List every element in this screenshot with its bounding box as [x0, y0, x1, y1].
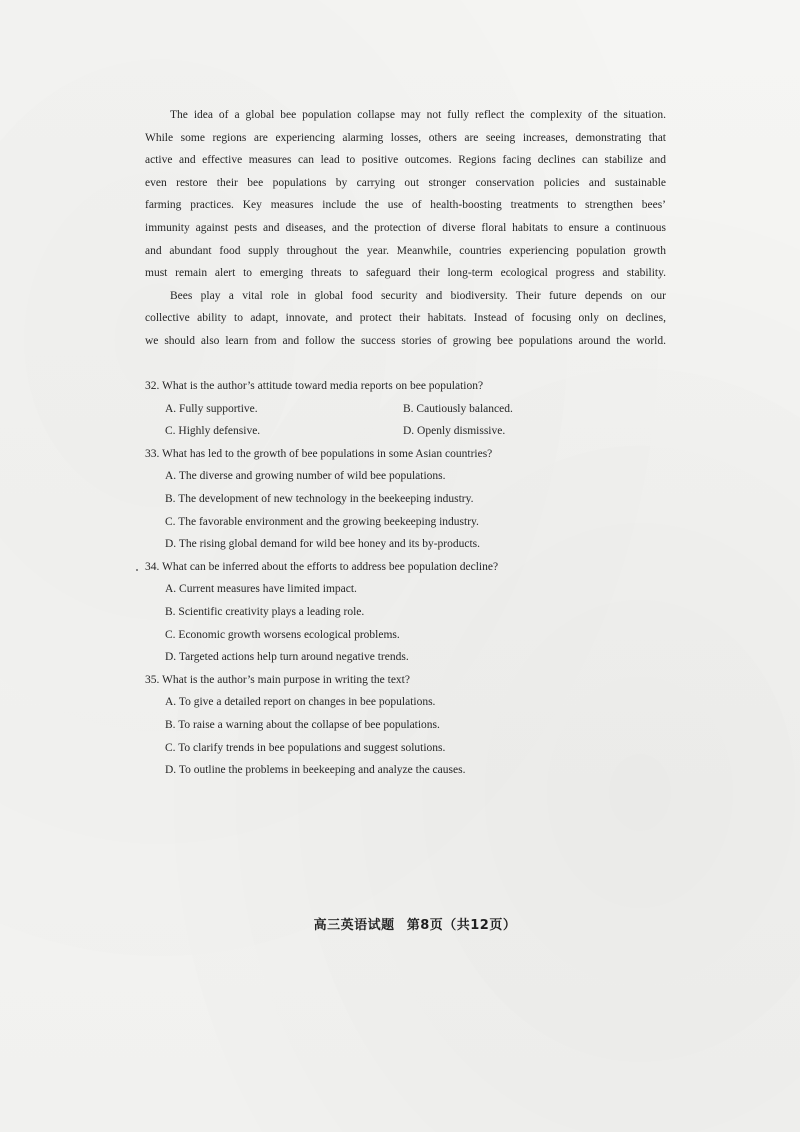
page-footer: [0, 914, 800, 933]
question-34-option-b[interactable]: B. Scientific creativity plays a leading role.: [165, 605, 365, 618]
passage-line: even restore their bee populations by carrying out stronger conservation policies and sustainable: [145, 176, 666, 189]
question-32-stem: 32. What is the author’s attitude toward media reports on bee population?: [145, 380, 484, 392]
question-34-option-d[interactable]: D. Targeted actions help turn around negative trends.: [165, 651, 409, 664]
question-35-option-b[interactable]: B. To raise a warning about the collapse of bee populations.: [165, 718, 440, 731]
passage-line: immunity against pests and diseases, and the protection of diverse floral habitats to ensure a continuous: [145, 221, 666, 234]
question-32-option-d[interactable]: D. Openly dismissive.: [403, 425, 506, 438]
question-33-option-c[interactable]: C. The favorable environment and the growing beekeeping industry.: [165, 515, 479, 528]
question-35-option-a[interactable]: A. To give a detailed report on changes in bee populations.: [165, 696, 436, 709]
scan-speck: [136, 569, 138, 571]
question-33-stem: 33. What has led to the growth of bee populations in some Asian countries?: [145, 447, 493, 460]
question-33-option-a[interactable]: A. The diverse and growing number of wild bee populations.: [165, 470, 446, 483]
question-33-option-b[interactable]: B. The development of new technology in the beekeeping industry.: [165, 492, 474, 505]
question-34-stem: 34. What can be inferred about the efforts to address bee population decline?: [145, 560, 499, 573]
question-34-option-c[interactable]: C. Economic growth worsens ecological problems.: [165, 628, 400, 641]
passage-line: and abundant food supply throughout the year. Meanwhile, countries experiencing population growth: [145, 244, 666, 257]
passage-line: active and effective measures can lead to positive outcomes. Regions facing declines can stabilize and: [145, 154, 666, 167]
passage-line: must remain alert to emerging threats to safeguard their long-term ecological progress and stability.: [145, 267, 666, 280]
question-33-option-d[interactable]: D. The rising global demand for wild bee honey and its by-products.: [165, 538, 481, 551]
question-35-option-d[interactable]: D. To outline the problems in beekeeping and analyze the causes.: [165, 764, 466, 777]
passage-line: we should also learn from and follow the success stories of growing bee populations around the world.: [145, 334, 666, 347]
passage-line: While some regions are experiencing alarming losses, others are seeing increases, demonstrating that: [145, 131, 667, 144]
question-32-option-a[interactable]: A. Fully supportive.: [165, 402, 258, 415]
question-32-option-c[interactable]: C. Highly defensive.: [165, 425, 261, 438]
question-32-options-row-1: [145, 398, 666, 421]
question-34-stem-wrap: [145, 556, 666, 579]
passage-paragraph-1: [145, 104, 666, 285]
reading-passage: [145, 104, 666, 353]
footer-page-number: 第8页（共12页）: [406, 918, 517, 933]
question-32-options-row-2: [145, 420, 666, 443]
passage-paragraph-2: [145, 285, 666, 353]
passage-line: The idea of a global bee population collapse may not fully reflect the complexity of the situation.: [170, 109, 666, 121]
question-34-option-a[interactable]: A. Current measures have limited impact.: [165, 583, 357, 596]
question-32-option-b[interactable]: B. Cautiously balanced.: [403, 402, 513, 415]
question-35-stem: 35. What is the author’s main purpose in writing the text?: [145, 673, 410, 686]
passage-line: collective ability to adapt, innovate, and protect their habitats. Instead of focusing only on declines,: [145, 312, 666, 325]
passage-line: Bees play a vital role in global food security and biodiversity. Their future depends on our: [170, 289, 666, 302]
footer-subject: 高三英语试题: [313, 918, 395, 933]
passage-line: farming practices. Key measures include the use of health-boosting treatments to strengthen bees’: [145, 199, 667, 212]
question-35-option-c[interactable]: C. To clarify trends in bee populations and suggest solutions.: [165, 741, 446, 754]
question-list: [145, 375, 666, 782]
